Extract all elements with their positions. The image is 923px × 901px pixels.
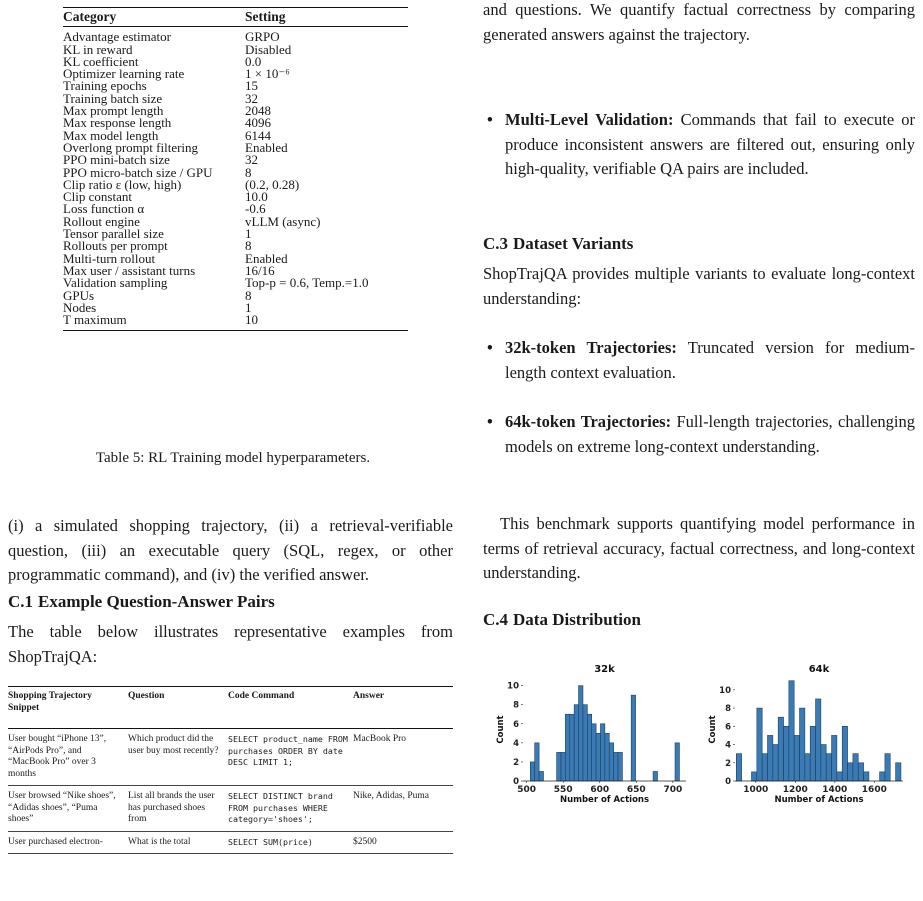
histogram-bar xyxy=(864,772,869,781)
histogram-bar xyxy=(800,708,805,781)
histogram-bar xyxy=(826,754,831,781)
y-tick-label: 0 xyxy=(513,777,519,787)
y-tick-label: 6 xyxy=(513,719,519,730)
param-setting: 1 xyxy=(245,299,252,315)
table-row xyxy=(63,314,408,331)
x-axis-label: Number of Actions xyxy=(774,795,864,805)
histogram-bar xyxy=(810,726,815,781)
y-tick-label: 6 xyxy=(725,722,731,733)
x-tick-label: 1200 xyxy=(782,785,808,795)
header-category: Category xyxy=(63,9,117,24)
histogram-bar xyxy=(570,714,574,781)
histogram-bar xyxy=(784,726,789,781)
y-tick-label: 10 xyxy=(507,681,519,692)
param-category: Max prompt length xyxy=(63,103,164,119)
param-category: KL in reward xyxy=(63,41,133,57)
x-tick-label: 700 xyxy=(663,785,683,795)
param-setting: 10 xyxy=(245,312,258,328)
param-setting: 8 xyxy=(245,287,252,303)
table-row xyxy=(8,729,453,786)
param-category: T maximum xyxy=(63,312,127,328)
qa-examples-table xyxy=(8,686,453,854)
qa-answer: MacBook Pro xyxy=(353,734,407,744)
x-tick-label: 1600 xyxy=(861,785,887,795)
param-setting: 16/16 xyxy=(245,262,275,278)
param-category: Advantage estimator xyxy=(63,29,171,45)
histogram-bar xyxy=(853,754,858,781)
section-number: C.1 xyxy=(8,592,34,611)
x-tick-label: 1000 xyxy=(743,785,769,795)
histogram-bar xyxy=(574,705,578,781)
histograms-svg xyxy=(483,660,915,845)
param-category: Rollout engine xyxy=(63,213,140,229)
param-category: KL coefficient xyxy=(63,53,139,69)
x-tick-label: 1400 xyxy=(822,785,848,795)
qa-command: SELECT DISTINCT brand FROM purchases WHERE category='shoes'; xyxy=(228,791,333,824)
y-axis-label: Count xyxy=(708,715,718,744)
bullet-bold-label: Multi-Level Validation: xyxy=(505,110,674,129)
chart-title: 32k xyxy=(594,664,615,675)
x-axis-label: Number of Actions xyxy=(559,795,650,805)
qa-question: What is the total xyxy=(128,836,191,847)
param-category: Multi-turn rollout xyxy=(63,250,156,266)
param-setting: 15 xyxy=(245,78,258,94)
histogram-bar xyxy=(614,752,618,781)
histogram-bar xyxy=(592,724,596,781)
param-category: Max response length xyxy=(63,115,172,131)
histogram-bar xyxy=(848,763,853,781)
param-category: Optimizer learning rate xyxy=(63,66,185,82)
y-tick-label: 2 xyxy=(725,758,731,769)
histogram-bar xyxy=(821,745,826,781)
param-setting: 32 xyxy=(245,152,258,168)
section-heading-c3 xyxy=(483,234,633,254)
histogram-bar xyxy=(816,699,821,781)
qa-question: Which product did the user buy most recently? xyxy=(128,734,219,756)
qa-question: List all brands the user has purchased shoes from xyxy=(128,791,215,824)
histogram-bar xyxy=(618,752,622,781)
param-setting: Enabled xyxy=(245,139,288,155)
table-row xyxy=(63,277,408,289)
param-category: Validation sampling xyxy=(63,275,168,291)
param-setting: Enabled xyxy=(245,250,288,266)
bullet-64k xyxy=(483,410,915,459)
histogram-bar xyxy=(752,772,757,781)
param-category: Clip constant xyxy=(63,189,132,205)
histogram-bar xyxy=(858,763,863,781)
x-tick-label: 500 xyxy=(517,785,537,795)
param-setting: 8 xyxy=(245,238,252,254)
bullet-icon: • xyxy=(487,110,493,129)
section-number: C.3 xyxy=(483,234,509,253)
header-setting: Setting xyxy=(245,9,286,24)
histogram-bar xyxy=(805,754,810,781)
histogram-bar xyxy=(762,754,767,781)
bullet-text: Full-length trajectories, challenging models on extreme long-context understanding. xyxy=(505,412,915,456)
histogram-bar xyxy=(600,724,604,781)
table-row xyxy=(8,786,453,832)
histogram-bar xyxy=(842,726,847,781)
histogram-bar xyxy=(609,743,613,781)
bullet-icon: • xyxy=(487,412,493,431)
histogram-bar xyxy=(605,733,609,781)
section-title: Example Question-Answer Pairs xyxy=(38,592,275,611)
hyperparameter-table-body xyxy=(63,27,408,331)
bullet-text: Truncated version for medium-length context evaluation. xyxy=(505,338,915,382)
param-setting: 10.0 xyxy=(245,189,268,205)
histogram-bar xyxy=(675,743,679,781)
y-tick-label: 4 xyxy=(513,738,519,749)
qa-header-answer: Answer xyxy=(353,691,385,701)
param-category: Max model length xyxy=(63,127,159,143)
table-caption: Table 5: RL Training model hyperparameters. xyxy=(95,450,371,466)
histogram-bar xyxy=(880,772,885,781)
qa-command: SELECT product_name FROM purchases ORDER BY date DESC LIMIT 1; xyxy=(228,734,348,767)
data-distribution-charts xyxy=(483,660,915,845)
param-setting: 0.0 xyxy=(245,53,262,69)
section-number: C.4 xyxy=(483,610,509,629)
histogram-bar xyxy=(557,752,561,781)
continued-paragraph: and questions. We quantify factual correctness by comparing generated answers against the trajectory. xyxy=(483,0,915,44)
histogram-bar xyxy=(736,754,741,781)
histogram-bar xyxy=(773,745,778,781)
qa-snippet: User purchased electron- xyxy=(8,836,103,847)
qa-snippet: User browsed “Nike shoes”, “Adidas shoes”, “Puma shoes” xyxy=(8,791,116,824)
histogram-bar xyxy=(768,735,773,781)
histogram-bar xyxy=(631,695,635,781)
param-category: PPO mini-batch size xyxy=(63,152,170,168)
param-setting: GRPO xyxy=(245,29,280,45)
histogram-bar xyxy=(530,762,534,781)
bullet-32k xyxy=(483,336,915,385)
param-setting: 8 xyxy=(245,164,252,180)
y-tick-label: 8 xyxy=(725,704,731,715)
param-setting: Top-p = 0.6, Temp.=1.0 xyxy=(245,275,369,291)
x-tick-label: 600 xyxy=(590,785,610,795)
bullet-icon: • xyxy=(487,338,493,357)
histogram-bar xyxy=(583,705,587,781)
y-tick-label: 2 xyxy=(513,757,519,768)
y-axis-label: Count xyxy=(496,715,506,744)
histogram-bar xyxy=(837,772,842,781)
table-row xyxy=(63,290,408,302)
histogram-bar xyxy=(565,714,569,781)
y-tick-label: 0 xyxy=(725,777,731,787)
histogram-bar xyxy=(579,686,583,781)
section-title: Dataset Variants xyxy=(513,234,634,253)
histogram-bar xyxy=(794,735,799,781)
param-category: GPUs xyxy=(63,287,95,303)
qa-answer: Nike, Adidas, Puma xyxy=(353,791,429,801)
section-heading-c4 xyxy=(483,610,641,630)
section-title: Data Distribution xyxy=(513,610,641,629)
histogram-bar xyxy=(561,752,565,781)
param-category: PPO micro-batch size / GPU xyxy=(63,164,213,180)
param-category: Clip ratio ε (low, high) xyxy=(63,176,182,192)
param-category: Max user / assistant turns xyxy=(63,262,196,278)
param-category: Overlong prompt filtering xyxy=(63,139,199,155)
histogram-bar xyxy=(653,771,657,781)
param-setting: vLLM (async) xyxy=(245,213,321,229)
param-setting: 1 × 10⁻⁶ xyxy=(245,66,290,82)
y-tick-label: 10 xyxy=(719,685,731,696)
y-tick-label: 8 xyxy=(513,700,519,711)
param-setting: 2048 xyxy=(245,103,271,119)
param-setting: Disabled xyxy=(245,41,292,57)
param-category: Training epochs xyxy=(63,78,147,94)
bullet-multi-level-validation xyxy=(483,108,915,182)
histogram-bar xyxy=(587,714,591,781)
bullet-bold-label: 32k-token Trajectories: xyxy=(505,338,677,357)
histogram-bar xyxy=(789,681,794,781)
qa-answer: $2500 xyxy=(353,836,377,847)
param-setting: 6144 xyxy=(245,127,271,143)
summary-paragraph: This benchmark supports quantifying model performance in terms of retrieval accuracy, factual correctness, and long-context understanding. xyxy=(483,514,915,582)
histogram-bar xyxy=(757,708,762,781)
histogram-bar xyxy=(535,743,539,781)
qa-table-header xyxy=(8,687,453,729)
param-setting: 32 xyxy=(245,90,258,106)
histogram-bar xyxy=(832,735,837,781)
param-setting: 4096 xyxy=(245,115,271,131)
bullet-bold-label: 64k-token Trajectories: xyxy=(505,412,672,431)
qa-header-snippet: Shopping Trajectory Snippet xyxy=(8,691,92,713)
c3-paragraph: ShopTrajQA provides multiple variants to evaluate long-context understanding: xyxy=(483,264,915,308)
table-row xyxy=(8,831,453,854)
param-category: Nodes xyxy=(63,299,97,315)
histogram-bar xyxy=(596,733,600,781)
y-tick-label: 4 xyxy=(725,740,731,751)
x-tick-label: 650 xyxy=(626,785,646,795)
param-category: Rollouts per prompt xyxy=(63,238,168,254)
param-setting: (0.2, 0.28) xyxy=(245,176,300,192)
hyperparameter-table xyxy=(63,7,408,331)
bullet-text: Commands that fail to execute or produce inconsistent answers are filtered out, ensuring only high-quality, verifiable QA pairs are included. xyxy=(505,110,916,178)
qa-header-command: Code Command xyxy=(228,691,295,701)
param-category: Training batch size xyxy=(63,90,163,106)
qa-command: SELECT SUM(price) xyxy=(228,836,313,847)
qa-header-question: Question xyxy=(128,691,165,701)
histogram-bar xyxy=(539,771,543,781)
intro-paragraph: (i) a simulated shopping trajectory, (ii) a retrieval-verifiable question, (iii) an executable query (SQL, regex, or other programmatic command), and (iv) the verified answer. xyxy=(8,516,453,584)
param-setting: 1 xyxy=(245,226,252,242)
histogram-bar xyxy=(896,763,901,781)
param-category: Tensor parallel size xyxy=(63,226,164,242)
chart-title: 64k xyxy=(808,664,830,675)
section-heading-c1 xyxy=(8,592,275,612)
param-category: Loss function α xyxy=(63,201,145,217)
qa-snippet: User bought “iPhone 13”, “AirPods Pro”, and “MacBook Pro” over 3 months xyxy=(8,734,107,779)
c1-paragraph: The table below illustrates representative examples from ShopTrajQA: xyxy=(8,622,453,666)
histogram-bar xyxy=(885,754,890,781)
param-setting: -0.6 xyxy=(245,201,266,217)
histogram-bar xyxy=(778,717,783,781)
hyperparameter-table-header xyxy=(63,8,408,27)
x-tick-label: 550 xyxy=(553,785,573,795)
